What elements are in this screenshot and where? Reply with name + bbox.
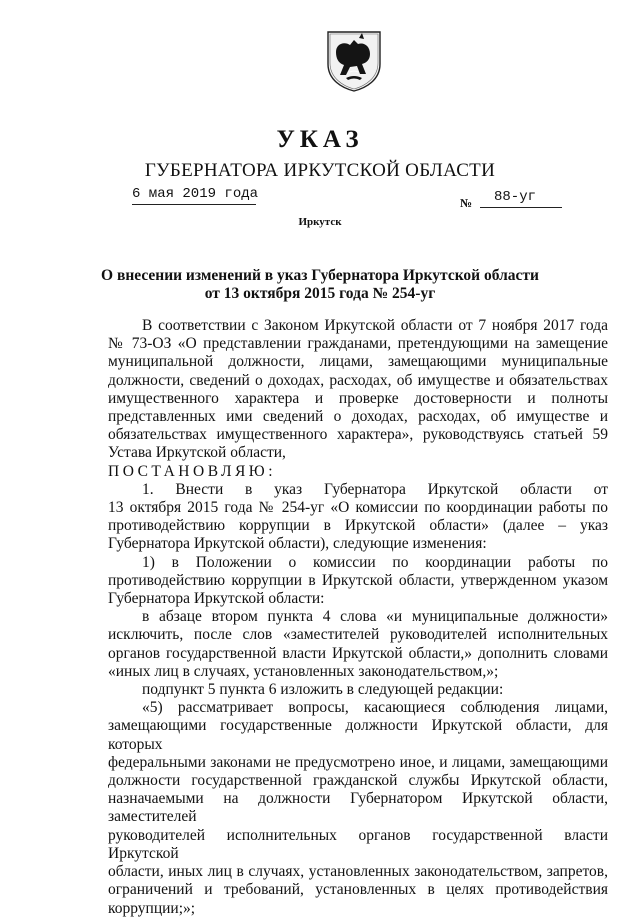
- body-line: коррупции;»;: [108, 899, 196, 917]
- body-line: противодействию коррупции в Иркутской области» (далее – указ: [108, 517, 608, 535]
- number-sign: №: [460, 196, 473, 210]
- body-line: 1) в Положении о комиссии по координации работы по: [142, 553, 608, 571]
- body-line: ограничений и требований, установленных в целях противодействия: [108, 881, 608, 899]
- body-line: должности государственной гражданской службы Иркутской области,: [108, 772, 608, 790]
- body-line: обязательствах имущественного характера», руководствуясь статьей 59: [108, 426, 608, 444]
- document-heading: [0, 267, 640, 303]
- date-underline: [132, 204, 256, 205]
- body-line: исключить, после слов «заместителей руководителей исполнительных: [108, 626, 608, 644]
- body-line: Губернатора Иркутской области), следующие изменения:: [108, 535, 487, 553]
- body-line: «5) рассматривает вопросы, касающиеся соблюдения лицами,: [142, 699, 608, 717]
- document-body: [108, 317, 608, 918]
- body-line: муниципальной должности, лицами, замещающими муниципальные: [108, 353, 608, 371]
- heading-line: О внесении изменений в указ Губернатора Иркутской области: [101, 267, 539, 284]
- body-line: 13 октября 2015 года № 254-уг «О комиссии по координации работы по: [108, 499, 608, 517]
- body-line: в абзаце втором пункта 4 слова «и муниципальные должности»: [142, 608, 608, 626]
- document-subtitle: ГУБЕРНАТОРА ИРКУТСКОЙ ОБЛАСТИ: [144, 160, 496, 181]
- document-title: УКАЗ: [276, 126, 364, 153]
- body-line: имущественного характера и проверке достоверности и полноты: [108, 389, 608, 407]
- body-line: органов государственной власти Иркутской области,» дополнить словами: [108, 644, 608, 662]
- body-line: назначаемыми на должности Губернатором Иркутской области, заместителей: [108, 790, 608, 826]
- document-date: 6 мая 2019 года: [132, 186, 259, 202]
- body-line: «иных лиц в случаях, установленных законодательством,»;: [108, 662, 499, 680]
- body-line: подпункт 5 пункта 6 изложить в следующей редакции:: [142, 681, 504, 699]
- body-line: области, иных лиц в случаях, установленных законодательством, запретов,: [108, 863, 608, 881]
- body-line: В соответствии с Законом Иркутской области от 7 ноября 2017 года: [142, 317, 608, 334]
- document-city: Иркутск: [298, 216, 342, 228]
- body-line: Губернатора Иркутской области:: [108, 590, 325, 608]
- decree-word: ПОСТАНОВЛЯЮ:: [108, 462, 277, 480]
- body-line: руководителей исполнительных органов государственной власти Иркутской: [108, 826, 608, 862]
- heading-line: от 13 октября 2015 года № 254-уг: [204, 285, 436, 302]
- body-line: Устава Иркутской области,: [108, 444, 286, 462]
- body-line: замещающими государственные должности Иркутской области, для которых: [108, 717, 608, 753]
- coat-of-arms-emblem: [326, 30, 382, 92]
- body-line: должности, сведений о доходах, расходах, об имуществе и обязательствах: [108, 371, 608, 389]
- document-number: 88-уг: [494, 189, 537, 205]
- body-line: № 73-ОЗ «О представлении гражданами, претендующими на замещение: [108, 335, 608, 353]
- body-line: представленных ими сведений о доходах, расходах, об имуществе и: [108, 408, 608, 426]
- body-line: противодействию коррупции в Иркутской области, утвержденном указом: [108, 571, 608, 589]
- body-line: федеральными законами не предусмотрено иное, и лицами, замещающими: [108, 753, 608, 771]
- number-underline: [480, 207, 562, 208]
- body-line: 1. Внести в указ Губернатора Иркутской области от: [142, 480, 608, 498]
